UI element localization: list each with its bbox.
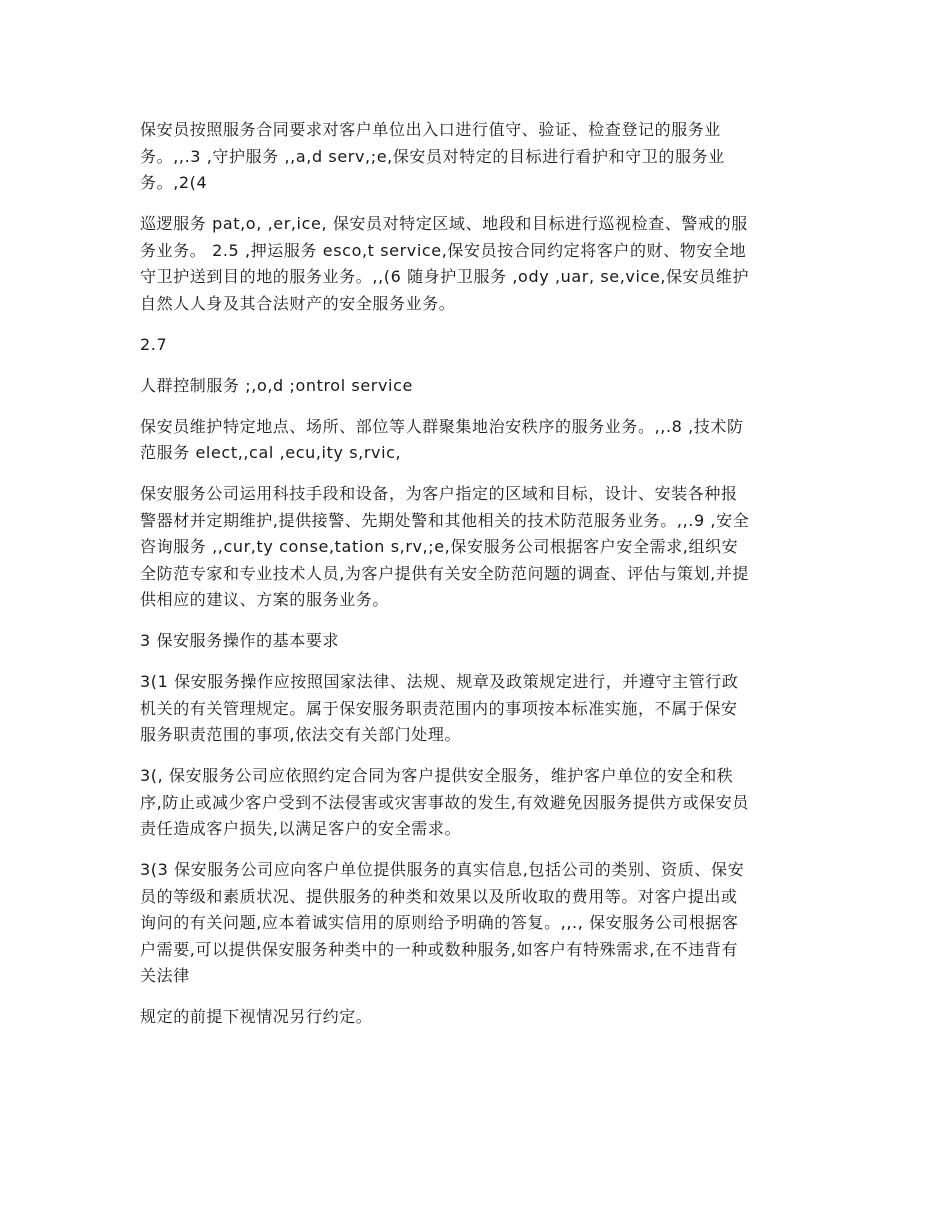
paragraph-crowd-control-title: 人群控制服务 ;,o,d ;ontrol service <box>140 375 413 395</box>
paragraph-3-1: 3(1 保安服务操作应按照国家法律、法规、规章及政策规定进行，并遵守主管行政 机关的有关管理规定。属于保安服务职责范围内的事项按本标准实施，不属于保安 服务职责范围的事项,依法交有关部门处理。 <box>140 672 739 744</box>
document-page <box>140 117 812 1045</box>
paragraph-guard-service: 保安员按照服务合同要求对客户单位出入口进行值守、验证、检查登记的服务业 务。,,.3 ,守护服务 ,,a,d serv,;e,保安员对特定的目标进行看护和守卫的服务业 务。,2(4 <box>140 120 725 192</box>
paragraph-technical-protection: 保安服务公司运用科技手段和设备，为客户指定的区域和目标，设计、安装各种报 警器材并定期维护,提供接警、先期处警和其他相关的技术防范服务业务。,,.9 ,安全 咨询服务 ,,cur,ty conse,tation s,rv,;e,保安服务公司根据客户安全需求,组织安 全防范专家和专业技术人员,为客户提供有关安全防范问题的调查、评估与策划,并提 供相应的建议、方案的服务业务。 <box>140 484 750 609</box>
paragraph-continuation: 规定的前提下视情况另行约定。 <box>140 1007 373 1026</box>
section-heading-3: 3 保安服务操作的基本要求 <box>140 631 340 650</box>
paragraph-3-2: 3(, 保安服务公司应依照约定合同为客户提供安全服务，维护客户单位的安全和秩 序,防止或减少客户受到不法侵害或灾害事故的发生,有效避免因服务提供方或保安员 责任造成客户损失,以满足客户的安全需求。 <box>140 766 749 838</box>
paragraph-patrol-escort: 巡逻服务 pat,o, ,er,ice, 保安员对特定区域、地段和目标进行巡视检查、警戒的服 务业务。 2.5 ,押运服务 esco,t service,保安员按合同约定将客户的财、物安全地 守卫护送到目的地的服务业务。,,(6 随身护卫服务 ,ody ,uar, se,vice,保安员维护 自然人人身及其合法财产的安全服务业务。 <box>140 214 750 313</box>
paragraph-3-3: 3(3 保安服务公司应向客户单位提供服务的真实信息,包括公司的类别、资质、保安 员的等级和素质状况、提供服务的种类和效果以及所收取的费用等。对客户提出或 询问的有关问题,应本着诚实信用的原则给予明确的答复。,,., 保安服务公司根据客 户需要,可以提供保安服务种类中的一种或数种服务,如客户有特殊需求,在不违背有 关法律 <box>140 860 745 985</box>
paragraph-crowd-control: 保安员维护特定地点、场所、部位等人群聚集地治安秩序的服务业务。,,.8 ,技术防 范服务 elect,,cal ,ecu,ity s,rvic, <box>140 416 744 462</box>
section-number-2-7: 2.7 <box>140 334 168 354</box>
